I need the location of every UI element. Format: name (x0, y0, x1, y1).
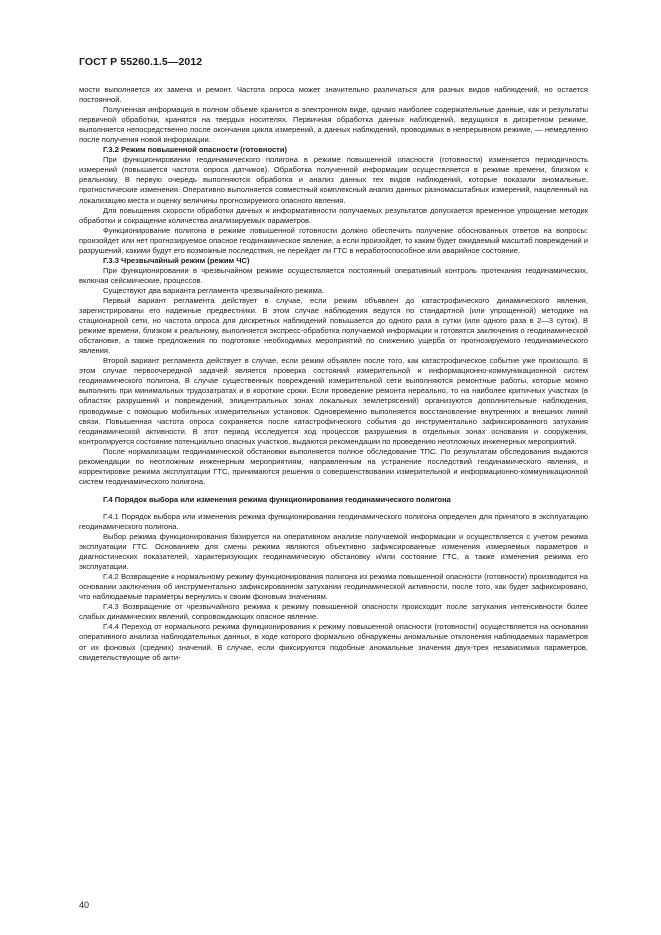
section-heading: Г.4 Порядок выбора или изменения режима функционирования геодинамического полигона (103, 494, 451, 504)
document-header: ГОСТ Р 55260.1.5—2012 (79, 56, 203, 68)
paragraph: Для повышения скорости обработки данных и информативности получаемых результатов допускается временное упрощение методик обработки и сокращение количества анализируемых параметров. (79, 205, 588, 225)
paragraph: мости выполняется их замена и ремонт. Частота опроса может значительно различаться для разных видов наблюдений, но остается постоянной. (79, 85, 588, 105)
paragraph: Полученная информация в полном объеме хранится в электронном виде, однако наиболее содержательные данные, как и результаты первичной обработки, хранятся на твердых носителях. Первичная обработка данных наблюдений, ведущихся в дискретном режиме, выполняется непосредственно после окончания цикла измерений, а данных наблюдений, проводимых в непрерывном режиме, — немедленно после получения новой информации. (79, 105, 588, 145)
paragraph: Г.4.2 Возвращение к нормальному режиму функционирования полигона из режима повышенной опасности (готовности) производится на основании заключения об инструментально зафиксированном затухании геодинамической активности, после того, как будет зафиксировано, что наблюдаемые параметры вернулись к своим фоновым значениям. (79, 572, 588, 602)
paragraph: Существуют два варианта регламента чрезвычайного режима. (103, 285, 325, 295)
paragraph: При функционировании в чрезвычайном режиме осуществляется постоянный оперативный контроль протекания геодинамических, включая сейсмические, процессов. (79, 265, 588, 285)
paragraph: Г.4.4 Переход от нормального режима функционирования к режиму повышенной опасности (готовности) осуществляется на основании оперативного анализа наблюдательных данных, в ходе которого формально обнаружены аномальные отклонения наблюдаемых параметров от их фоновых (средних) значений. В случае, если фиксируются подобные аномальные значения двух-трех независимых параметров, свидетельствующие об акти- (79, 622, 588, 662)
paragraph: Функционирование полигона в режиме повышенной готовности должно обеспечить получение обоснованных ответов на вопросы: произойдет или нет прогнозируемое опасное геодинамическое явление, а если произойдет, то каким будет ожидаемый масштаб повреждений и разрушений, какими будут его возможные последствия, не перейдет ли ГТС в неработоспособное или аварийное состояние. (79, 225, 588, 255)
section-heading: Г.3.3 Чрезвычайный режим (режим ЧС) (103, 255, 250, 265)
paragraph: Второй вариант регламента действует в случае, если режим объявлен после того, как катастрофическое событие уже произошло. В этом случае первоочередной задачей является проверка состояний измерительной и информационно-коммуникационной систем геодинамического полигона. В случае существенных повреждений измерительной сети выполняются ремонтные работы, которые можно выполнить при минимальных трудозатратах и в короткие сроки. Если проведение ремонта нереально, то на наиболее критичных участках (в областях разрушений и повреждений, эпицентральных зонах локальных землетрясений) организуются дополнительные наблюдения, проводимые с помощью мобильных измерительных установок. Одновременно выполняется восстановление внутренних и внешних линий связи. Повышенная частота опроса сохраняется после катастрофического события до инструментально зафиксированного затухания геодинамической активности. В этот период исследуется ход процессов разрушения в отдельных зонах основания и сооружения, контролируется состояние потенциально опасных участков, выдаются рекомендации по проведению неотложных инженерных мероприятий. (79, 356, 588, 446)
paragraph: При функционировании геодинамического полигона в режиме повышенной опасности (готовности) изменяется периодичность измерений (повышается частота опроса датчиков). Обработка полученной информации осуществляется в режиме времени, близком к реальному. В первую очередь выполняются обработка и анализ данных тех видов наблюдений, которые показали аномальные, прогностические изменения. Оперативно выполняется совместный комплексный анализ данных разномасштабных измерений, нацеленный на локализацию места и оценку величины прогнозируемого опасного явления. (79, 155, 588, 205)
paragraph: После нормализации геодинамической обстановки выполняется полное обследование ТПС. По результатам обследования выдаются рекомендации по неотложным инженерным мероприятиям, направленным на устранение последствий геодинамического явления, и корректировке режима эксплуатации ГТС, принимаются решения о совершенствовании измерительной и информационно-коммуникационной систем геодинамического полигона. (79, 446, 588, 486)
paragraph: Первый вариант регламента действует в случае, если режим объявлен до катастрофического динамического явления, зарегистрированы его надежные предвестники. В этом случае наблюдения ведутся по стандартной (или упрощенной) методике на стационарной сети, но частота опроса для дискретных наблюдений повышается до одного раза в сутки (или одного раза в 2—3 суток). В режиме времени, близком к реальному, выполняется экспресс-обработка получаемой информации и готовятся заключения о геодинамической обстановке, а также предложения по подготовке необходимых мероприятий по снижению ущерба от прогнозируемого геодинамического явления. (79, 295, 588, 356)
paragraph: Выбор режима функционирования базируется на оперативном анализе получаемой информации и осуществляется с учетом режима эксплуатации ГТС. Основанием для смены режима являются объективно зафиксированные изменения измеряемых параметров и диагностических показателей, характеризующих геодинамическую обстановку и/или состояние ГТС, а также изменения режима его эксплуатации. (79, 532, 588, 572)
section-heading: Г.3.2 Режим повышенной опасности (готовности) (103, 145, 288, 155)
paragraph: Г.4.1 Порядок выбора или изменения режима функционирования геодинамического полигона определен для принятого в эксплуатацию геодинамического полигона. (79, 511, 588, 531)
document-body (79, 85, 588, 663)
paragraph: Г.4.3 Возвращение от чрезвычайного режима к режиму повышенной опасности происходит после затухания интенсивности более слабых динамических явлений, сопровождающих опасное явление. (79, 602, 588, 622)
page-number: 40 (79, 900, 90, 910)
